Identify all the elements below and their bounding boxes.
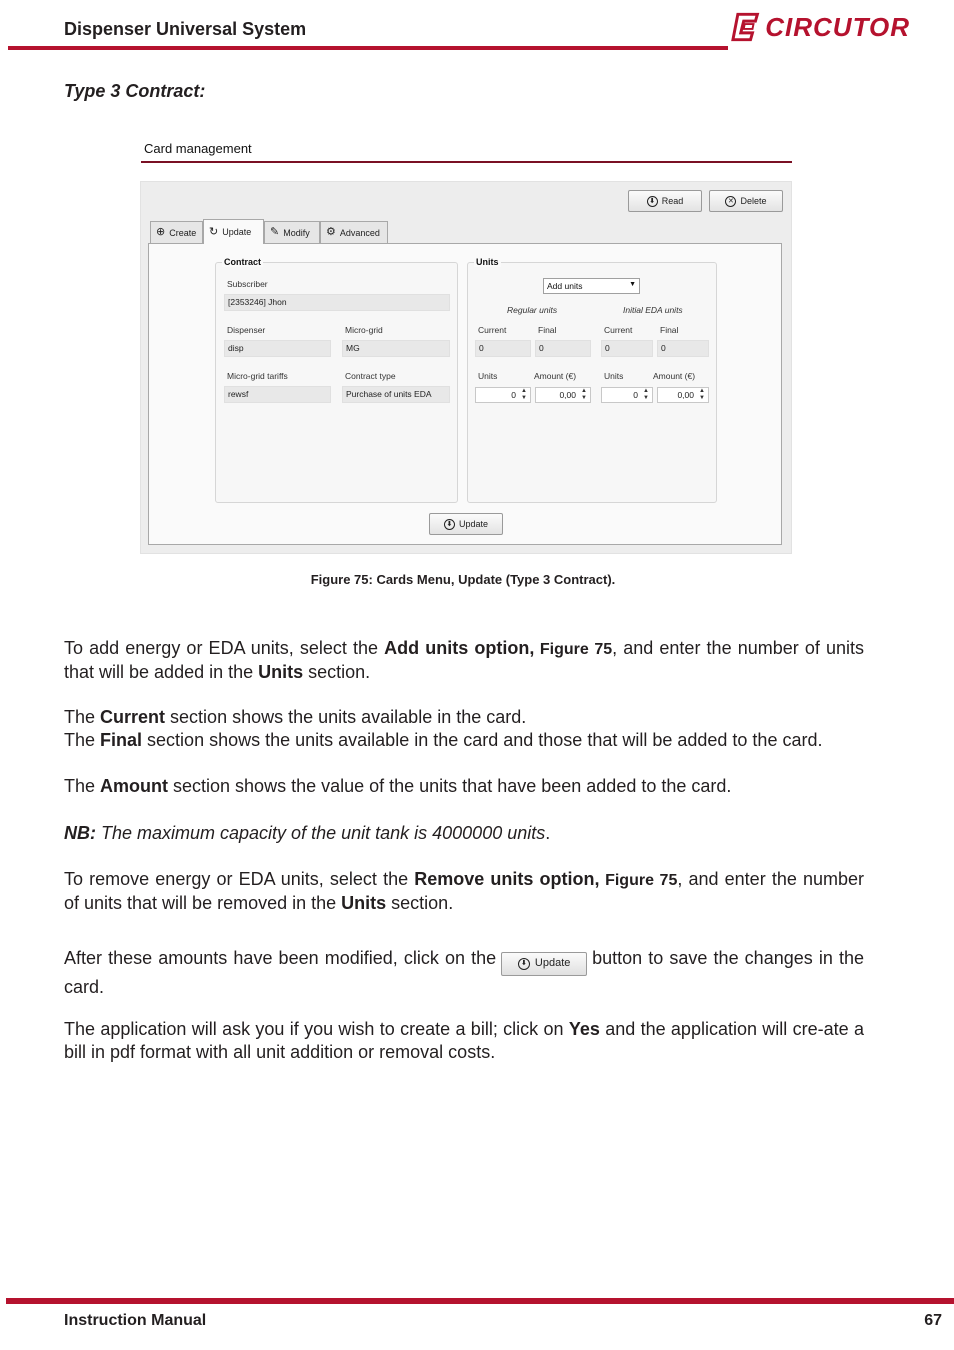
regular-final-field[interactable]: 0 — [535, 340, 591, 357]
section-title: Type 3 Contract: — [64, 81, 206, 101]
microgrid-label: Micro-grid — [345, 325, 383, 335]
text: section shows the units available in the card. — [165, 707, 527, 727]
bold-text: Units — [258, 662, 304, 682]
regular-current-label: Current — [478, 325, 507, 335]
bold-text: Final — [100, 730, 143, 750]
text: , and enter the number of units that will be added in the — [64, 638, 864, 682]
paragraph-current — [64, 706, 864, 729]
download-icon: ⬇ — [647, 196, 658, 207]
regular-current-field[interactable]: 0 — [475, 340, 531, 357]
text: section. — [386, 893, 454, 913]
footer-rule — [6, 1298, 954, 1304]
units-mode-select[interactable] — [543, 278, 640, 294]
regular-units-col-label: Units — [478, 371, 498, 381]
window-title-rule — [141, 161, 792, 163]
text: The — [64, 707, 101, 727]
tab-label: Modify — [283, 227, 310, 238]
note-text: The maximum capacity of the unit tank is 4000000 units — [96, 823, 546, 843]
delete-button[interactable] — [709, 190, 783, 212]
note-paragraph — [64, 822, 864, 845]
regular-final-label: Final — [538, 325, 557, 335]
text: . — [545, 823, 551, 843]
eda-units-label: Initial EDA units — [623, 305, 683, 315]
paragraph-final — [64, 729, 844, 752]
tariffs-field[interactable]: rewsf — [224, 386, 331, 403]
spinner-arrows-icon[interactable]: ▲ ▼ — [581, 388, 587, 401]
download-icon: ⬇ — [444, 519, 455, 530]
units-mode-value: Add units — [547, 281, 583, 291]
window-title: Card management — [144, 141, 252, 156]
eda-amount-spinner[interactable] — [657, 387, 709, 403]
text: button to save the changes in the card. — [64, 948, 864, 997]
paragraph-update-button — [64, 947, 864, 999]
spinner-arrows-icon[interactable]: ▲ ▼ — [521, 388, 527, 401]
inline-update-label: Update — [534, 957, 571, 969]
spinner-value: 0,00 — [677, 390, 694, 400]
text: section shows the value of the units that have been added to the card. — [168, 776, 732, 796]
tab-label: Create — [169, 227, 197, 238]
regular-amount-label: Amount (€) — [534, 371, 577, 381]
eda-final-label: Final — [660, 325, 679, 335]
dispenser-label: Dispenser — [227, 325, 266, 335]
text: To remove energy or EDA units, select the — [64, 869, 415, 889]
microgrid-field[interactable]: MG — [342, 340, 450, 357]
regular-units-label: Regular units — [507, 305, 558, 315]
text: , and enter the number of units that will be removed in the — [64, 869, 865, 913]
text: The — [64, 730, 101, 750]
footer-title: Instruction Manual — [64, 1312, 207, 1329]
paragraph-remove-units — [64, 868, 864, 915]
inline-update-button — [501, 952, 587, 976]
page-number: 67 — [924, 1312, 942, 1329]
text: The — [64, 776, 101, 796]
note-label: NB: — [64, 823, 96, 843]
logo-text: CIRCUTOR — [765, 11, 910, 42]
tariffs-label: Micro-grid tariffs — [227, 371, 288, 381]
units-group — [467, 262, 717, 503]
text: section. — [303, 662, 371, 682]
read-button-label: Read — [661, 196, 684, 206]
text: and the application will cre-ate a bill in pdf format with all unit addition or removal costs. — [64, 1019, 864, 1062]
units-group-title: Units — [476, 257, 499, 267]
tab-modify[interactable] — [264, 221, 320, 243]
subscriber-label: Subscriber — [227, 279, 268, 289]
gear-icon: ⚙ — [326, 226, 336, 238]
dispenser-field[interactable]: disp — [224, 340, 331, 357]
spinner-value: 0 — [633, 390, 638, 400]
contract-type-label: Contract type — [345, 371, 396, 381]
bold-text: Remove units option, — [414, 869, 600, 889]
text: The application will ask you if you wish to create a bill; click on — [64, 1019, 569, 1039]
update-button-label: Update — [458, 519, 489, 529]
text: section shows the units available in the card and those that will be added to the card. — [142, 730, 823, 750]
contract-type-field[interactable]: Purchase of units EDA — [342, 386, 450, 403]
paragraph-add-units — [64, 637, 864, 684]
circutor-logo — [730, 8, 910, 46]
paragraph-bill — [64, 1018, 864, 1064]
plus-circle-icon: ⊕ — [156, 226, 166, 238]
eda-current-label: Current — [604, 325, 633, 335]
contract-group-title: Contract — [224, 257, 262, 267]
dropdown-arrow-icon: ▼ — [629, 281, 636, 288]
bold-text: Units — [341, 893, 387, 913]
bold-text: Current — [100, 707, 166, 727]
bold-text: Yes — [568, 1019, 600, 1039]
spinner-value: 0 — [511, 390, 516, 400]
regular-amount-spinner[interactable] — [535, 387, 591, 403]
tab-create[interactable] — [150, 221, 203, 243]
tab-advanced[interactable] — [320, 221, 388, 243]
tab-label: Advanced — [339, 227, 380, 238]
regular-units-spinner[interactable] — [475, 387, 531, 403]
text: To add energy or EDA units, select the — [64, 638, 385, 658]
logo-mark-icon — [730, 10, 763, 44]
figure-ref: Figure 75 — [534, 641, 613, 658]
edit-icon: ✎ — [270, 226, 280, 238]
read-button[interactable] — [628, 190, 702, 212]
spinner-arrows-icon[interactable]: ▲ ▼ — [699, 388, 705, 401]
eda-units-col-label: Units — [604, 371, 624, 381]
close-icon: ✕ — [725, 196, 736, 207]
tab-label: Update — [222, 227, 252, 237]
delete-button-label: Delete — [740, 196, 767, 206]
figure-ref: Figure 75 — [599, 872, 678, 889]
eda-current-field[interactable]: 0 — [601, 340, 653, 357]
update-button[interactable] — [429, 513, 503, 535]
eda-units-spinner[interactable] — [601, 387, 653, 403]
spinner-arrows-icon[interactable]: ▲ ▼ — [643, 388, 649, 401]
bold-text: Amount — [100, 776, 169, 796]
tab-update[interactable] — [203, 219, 264, 244]
eda-final-field[interactable]: 0 — [657, 340, 709, 357]
subscriber-field[interactable]: [2353246] Jhon — [224, 294, 450, 311]
figure-caption: Figure 75: Cards Menu, Update (Type 3 Contract). — [310, 572, 616, 587]
spinner-value: 0,00 — [559, 390, 576, 400]
header-rule — [8, 46, 728, 50]
refresh-icon: ↻ — [209, 225, 219, 238]
document-header-title: Dispenser Universal System — [64, 19, 307, 39]
eda-amount-label: Amount (€) — [653, 371, 696, 381]
text: After these amounts have been modified, click on the — [64, 948, 497, 968]
paragraph-amount — [64, 775, 864, 798]
download-icon: ⬇ — [518, 958, 530, 970]
bold-text: Add units option, — [384, 638, 535, 658]
